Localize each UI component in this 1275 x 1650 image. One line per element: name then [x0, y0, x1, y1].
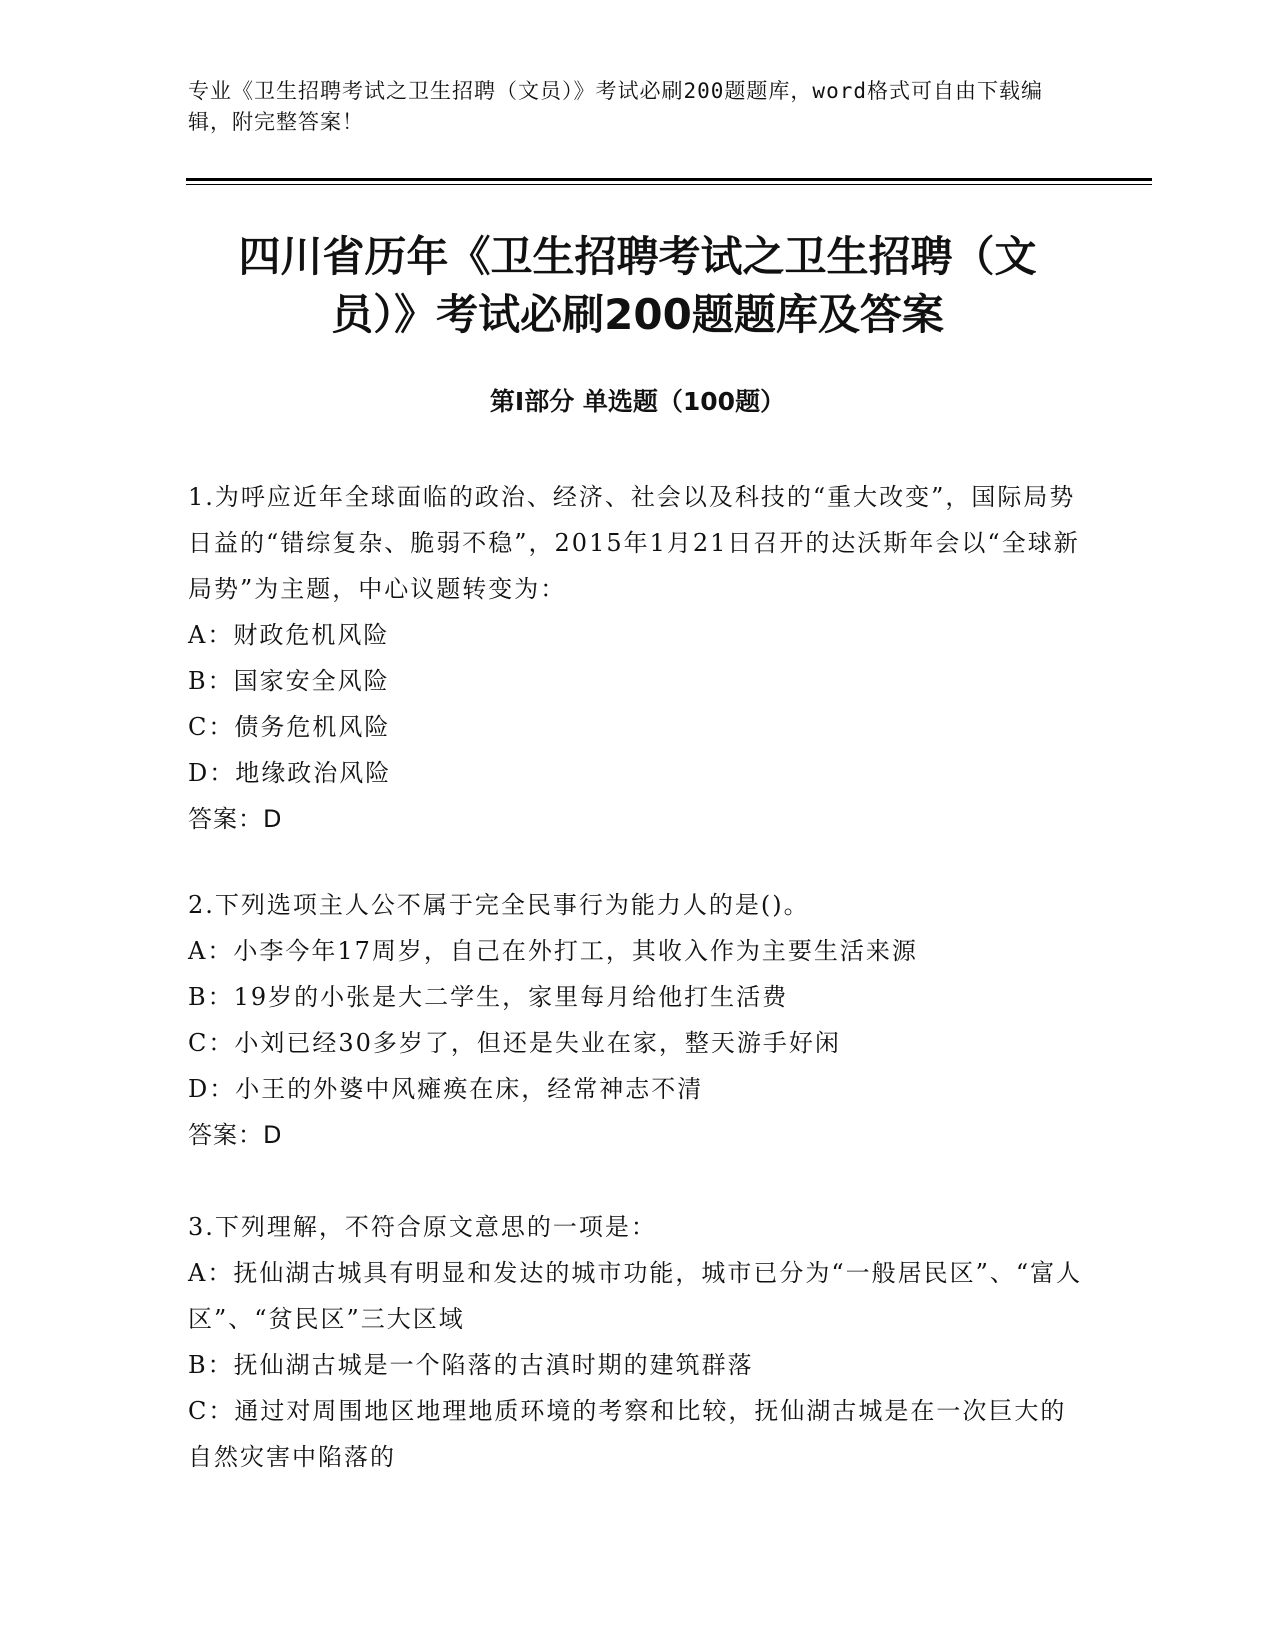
option-d: D：小王的外婆中风瘫痪在床，经常神志不清: [188, 1075, 704, 1103]
option-c: C：债务危机风险: [188, 713, 391, 741]
header-note: 专业《卫生招聘考试之卫生招聘（文员）》考试必刷200题题库，word格式可自由下载编辑，附完整答案！: [188, 79, 1043, 134]
option-a: A：财政危机风险: [188, 621, 390, 649]
header-divider-thick: [186, 178, 1152, 181]
option-a: A：小李今年17周岁，自己在外打工，其收入作为主要生活来源: [188, 937, 918, 965]
question-stem: 2.下列选项主人公不属于完全民事行为能力人的是()。: [188, 891, 810, 919]
option-d: D：地缘政治风险: [188, 759, 392, 787]
answer: 答案：D: [188, 805, 283, 833]
option-b: B：19岁的小张是大二学生，家里每月给他打生活费: [188, 983, 789, 1011]
option-c: C：小刘已经30多岁了，但还是失业在家，整天游手好闲: [188, 1029, 841, 1057]
document-title: [150, 228, 1125, 344]
option-c: C：通过对周围地区地理地质环境的考察和比较，抚仙湖古城是在一次巨大的自然灾害中陷落的: [188, 1397, 1067, 1471]
document-title-line-1: 四川省历年《卫生招聘考试之卫生招聘（文: [238, 232, 1037, 281]
section-heading: 第Ⅰ部分 单选题（100题）: [489, 387, 786, 416]
answer: 答案：D: [188, 1121, 283, 1149]
document-title-line-2: 员）》考试必刷200题题库及答案: [331, 290, 944, 339]
option-b: B：国家安全风险: [188, 667, 390, 695]
header-divider-thin: [186, 184, 1152, 185]
option-b: B：抚仙湖古城是一个陷落的古滇时期的建筑群落: [188, 1351, 754, 1379]
question-stem: 1.为呼应近年全球面临的政治、经济、社会以及科技的“重大改变”，国际局势日益的“错综复杂、脆弱不稳”，2015年1月21日召开的达沃斯年会以“全球新局势”为主题，中心议题转变为：: [188, 483, 1080, 603]
question-2: [188, 882, 1088, 1158]
question-3: [188, 1204, 1088, 1480]
option-a: A：抚仙湖古城具有明显和发达的城市功能，城市已分为“一般居民区”、“富人区”、“贫民区”三大区域: [188, 1259, 1083, 1333]
question-1: [188, 474, 1088, 842]
question-stem: 3.下列理解，不符合原文意思的一项是：: [188, 1213, 657, 1241]
